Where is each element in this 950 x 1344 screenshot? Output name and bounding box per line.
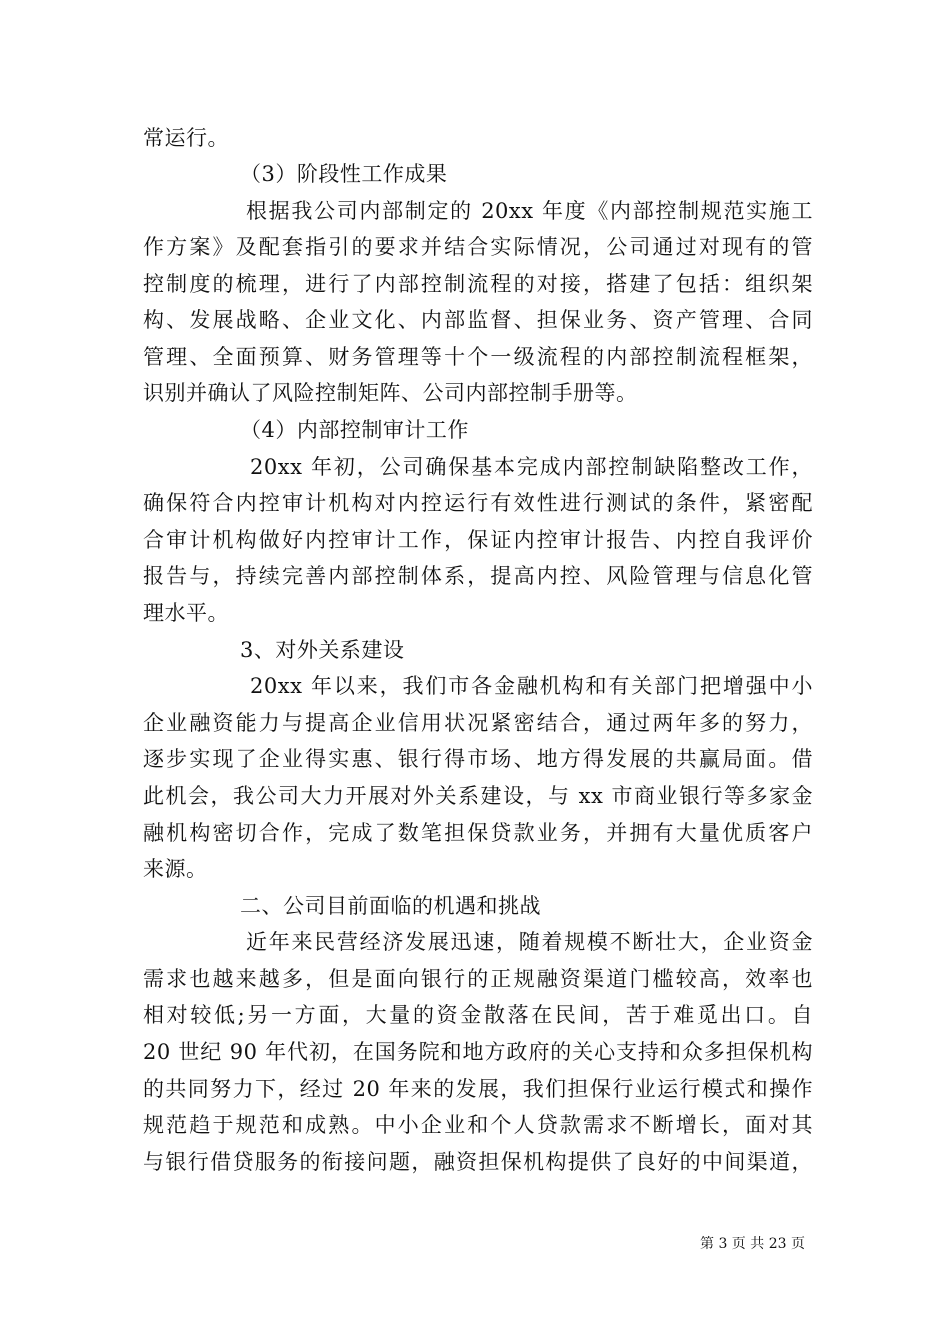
paragraph-first-line: 近年来民营经济发展迅速，随着规模不断壮大，企业资金 [246, 930, 813, 954]
text-line: 相对较低;另一方面，大量的资金散落在民间，苦于难觅出口。自 [143, 1003, 813, 1027]
text-line: 逐步实现了企业得实惠、银行得市场、地方得发展的共赢局面。借 [143, 747, 813, 771]
text-line: 控制度的梳理，进行了内部控制流程的对接，搭建了包括：组织架 [143, 272, 813, 296]
text-line: 需求也越来越多，但是面向银行的正规融资渠道门槛较高，效率也 [143, 967, 813, 991]
section-heading: （3）阶段性工作成果 [240, 162, 448, 186]
text-line: 作方案》及配套指引的要求并结合实际情况，公司通过对现有的管 [143, 235, 813, 259]
text-line: 常运行。 [143, 126, 229, 150]
text-line: 识别并确认了风险控制矩阵、公司内部控制手册等。 [143, 381, 638, 405]
text-line: 的共同努力下，经过 20 年来的发展，我们担保行业运行模式和操作 [143, 1077, 813, 1101]
text-line: 合审计机构做好内控审计工作，保证内控审计报告、内控自我评价 [143, 528, 813, 552]
paragraph-first-line: 根据我公司内部制定的 20xx 年度《内部控制规范实施工 [246, 199, 813, 223]
paragraph-first-line: 20xx 年以来，我们市各金融机构和有关部门把增强中小 [250, 674, 813, 698]
text-line: 确保符合内控审计机构对内控运行有效性进行测试的条件，紧密配 [143, 491, 813, 515]
text-line: 规范趋于规范和成熟。中小企业和个人贷款需求不断增长，面对其 [143, 1113, 813, 1137]
text-line: 构、发展战略、企业文化、内部监督、担保业务、资产管理、合同 [143, 308, 813, 332]
section-heading: 3、对外关系建设 [240, 638, 405, 662]
text-line: 来源。 [143, 857, 208, 881]
text-line: 管理、全面预算、财务管理等十个一级流程的内部控制流程框架， [143, 345, 813, 369]
page-number: 第 3 页 共 23 页 [700, 1236, 805, 1252]
section-heading: 二、公司目前面临的机遇和挑战 [240, 894, 541, 918]
text-line: 报告与，持续完善内部控制体系，提高内控、风险管理与信息化管 [143, 564, 813, 588]
text-line: 20 世纪 90 年代初，在国务院和地方政府的关心支持和众多担保机构 [143, 1040, 813, 1064]
text-line: 此机会，我公司大力开展对外关系建设，与 xx 市商业银行等多家金 [143, 784, 813, 808]
paragraph-first-line: 20xx 年初，公司确保基本完成内部控制缺陷整改工作， [250, 455, 813, 479]
text-line: 融机构密切合作，完成了数笔担保贷款业务，并拥有大量优质客户 [143, 821, 813, 845]
text-line: 企业融资能力与提高企业信用状况紧密结合，通过两年多的努力， [143, 711, 813, 735]
text-line: 与银行借贷服务的衔接问题，融资担保机构提供了良好的中间渠道， [143, 1150, 813, 1174]
section-heading: （4）内部控制审计工作 [240, 418, 469, 442]
text-line: 理水平。 [143, 601, 229, 625]
